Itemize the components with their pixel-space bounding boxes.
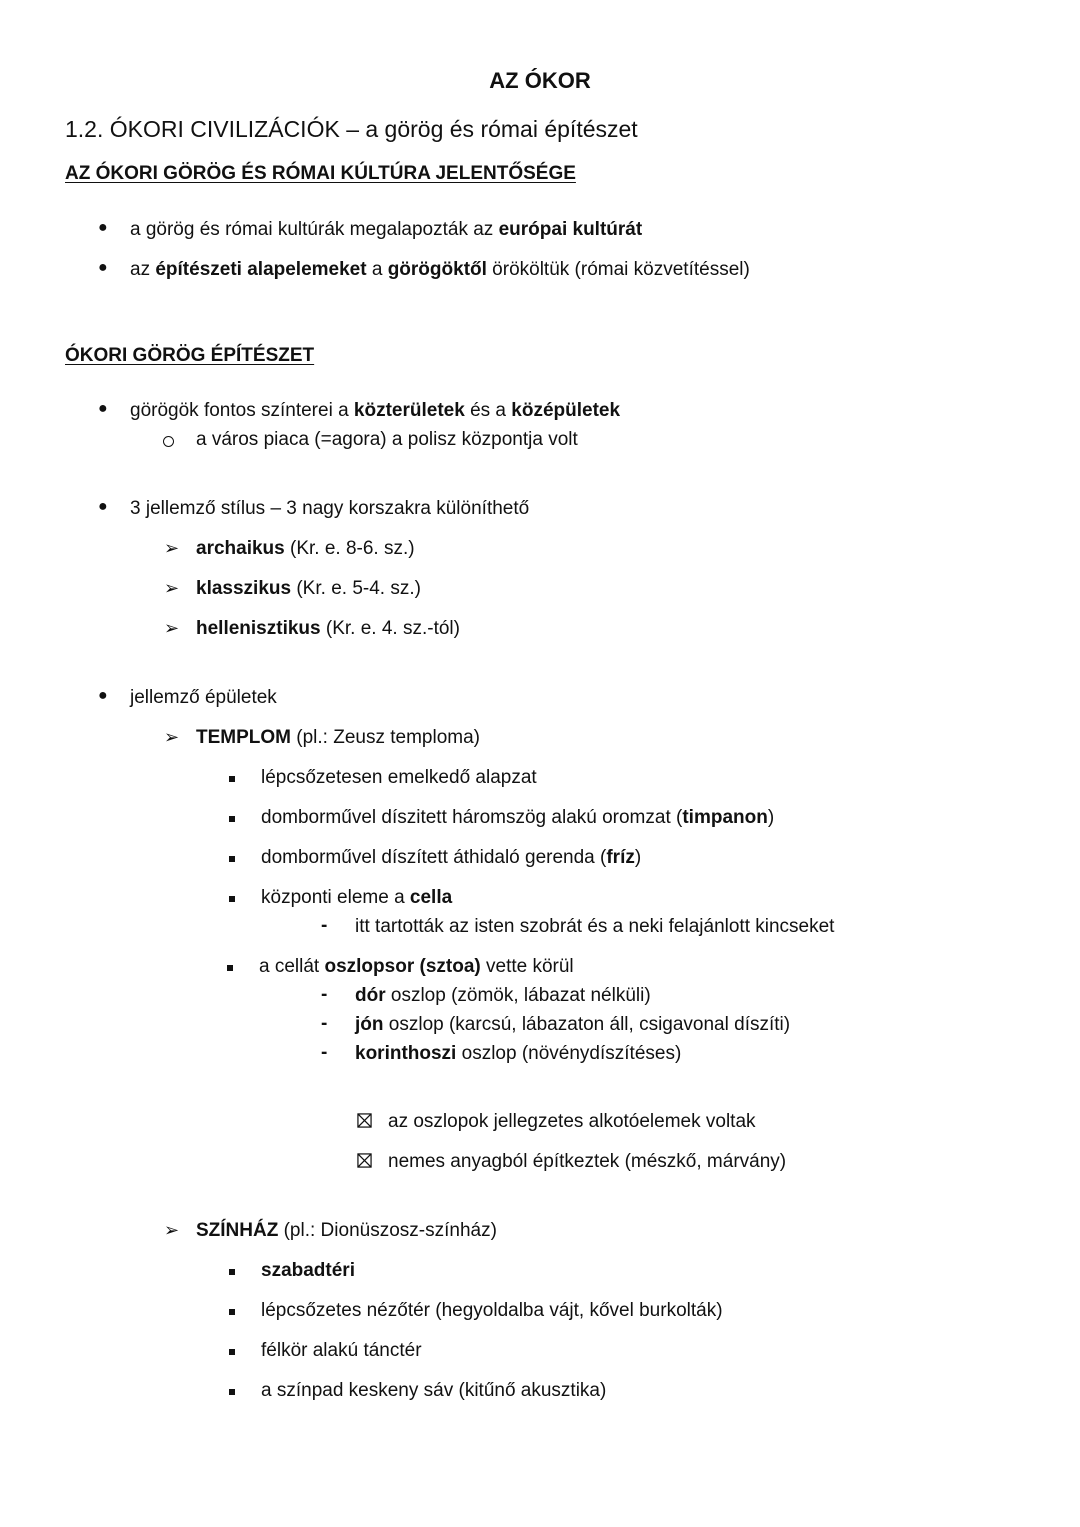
page-title: AZ ÓKOR <box>489 68 591 93</box>
list-item: a színpad keskeny sáv (kitűnő akusztika) <box>261 1380 607 1401</box>
bullet-dot-icon: ● <box>98 219 108 236</box>
list-item: jón oszlop (karcsú, lábazaton áll, csigavonal díszíti) <box>355 1014 791 1035</box>
bullet-arrow-icon: ➢ <box>164 578 180 598</box>
bullet-circle-icon <box>163 436 174 447</box>
bold-term: klasszikus <box>196 578 292 599</box>
bold-term: oszlopsor (sztoa) <box>324 956 481 977</box>
bullet-arrow-icon: ➢ <box>164 618 180 638</box>
list-item: lépcsőzetes nézőtér (hegyoldalba vájt, kővel burkolták) <box>261 1300 723 1321</box>
list-item: a város piaca (=agora) a polisz központja volt <box>196 429 578 450</box>
bullet-square-icon <box>229 1349 235 1355</box>
list-item: az építészeti alapelemeket a görögöktől örököltük (római közvetítéssel) <box>130 259 750 280</box>
bullet-arrow-icon: ➢ <box>164 538 180 558</box>
list-item: a görög és római kultúrák megalapozták az európai kultúrát <box>130 219 643 240</box>
list-item: itt tartották az isten szobrát és a neki felajánlott kincseket <box>355 916 835 937</box>
bold-term: jón <box>355 1014 384 1035</box>
bullet-square-icon <box>229 896 235 902</box>
list-item: archaikus (Kr. e. 8-6. sz.) <box>196 538 415 559</box>
bold-term: cella <box>409 887 453 908</box>
bullet-square-icon <box>229 856 235 862</box>
list-item: az oszlopok jellegzetes alkotóelemek voltak <box>388 1111 756 1132</box>
bold-term: szabadtéri <box>261 1260 355 1281</box>
bold-term: SZÍNHÁZ <box>196 1220 279 1241</box>
bullet-square-icon <box>229 776 235 782</box>
bullet-dash-icon: - <box>321 1042 328 1063</box>
bold-term: timpanon <box>682 807 768 828</box>
bold-term: korinthoszi <box>355 1043 457 1064</box>
bullet-dot-icon: ● <box>98 498 108 515</box>
bold-term: hellenisztikus <box>196 618 321 639</box>
bullet-dot-icon: ● <box>98 687 108 704</box>
list-item: nemes anyagból építkeztek (mészkő, márvány) <box>388 1151 787 1172</box>
section-heading-greek-architecture: ÓKORI GÖRÖG ÉPÍTÉSZET <box>65 345 315 366</box>
list-item: korinthoszi oszlop (növénydíszítéses) <box>355 1043 682 1064</box>
list-item <box>261 1259 355 1283</box>
bold-term: közterületek <box>353 400 465 421</box>
bullet-square-icon <box>229 816 235 822</box>
list-item: görögök fontos színterei a közterületek és a középületek <box>130 400 621 421</box>
list-item: SZÍNHÁZ (pl.: Dionüszosz-színház) <box>196 1220 497 1241</box>
section-heading-significance: AZ ÓKORI GÖRÖG ÉS RÓMAI KÚLTÚRA JELENTŐSÉGE <box>65 163 576 184</box>
bullet-dash-icon: - <box>321 915 328 936</box>
list-item: a cellát oszlopsor (sztoa) vette körül <box>259 956 574 977</box>
list-item: hellenisztikus (Kr. e. 4. sz.-tól) <box>196 618 460 639</box>
bold-term: építészeti alapelemeket <box>155 259 367 280</box>
bullet-dot-icon: ● <box>98 400 108 417</box>
bullet-dot-icon: ● <box>98 259 108 276</box>
bold-term: európai kultúrát <box>498 219 643 240</box>
list-item: domborművel díszített áthidaló gerenda (fríz) <box>261 847 642 868</box>
bullet-square-icon <box>227 965 233 971</box>
list-item: klasszikus (Kr. e. 5-4. sz.) <box>196 578 421 599</box>
list-item: jellemző épületek <box>130 687 277 708</box>
bullet-square-icon <box>229 1309 235 1315</box>
list-item: TEMPLOM (pl.: Zeusz temploma) <box>196 727 480 748</box>
checkbox-crossed-icon <box>357 1113 372 1128</box>
bullet-dash-icon: - <box>321 1013 328 1034</box>
list-item: lépcsőzetesen emelkedő alapzat <box>261 767 537 788</box>
bullet-arrow-icon: ➢ <box>164 727 180 747</box>
bullet-square-icon <box>229 1269 235 1275</box>
bold-term: TEMPLOM <box>196 727 291 748</box>
list-item: 3 jellemző stílus – 3 nagy korszakra különíthető <box>130 498 530 519</box>
bold-term: archaikus <box>196 538 285 559</box>
list-item: dór oszlop (zömök, lábazat nélküli) <box>355 985 651 1006</box>
bullet-arrow-icon: ➢ <box>164 1220 180 1240</box>
page-subtitle: 1.2. ÓKORI CIVILIZÁCIÓK – a görög és római építészet <box>65 116 638 142</box>
bullet-square-icon <box>229 1389 235 1395</box>
list-item: központi eleme a cella <box>261 887 453 908</box>
bold-term: görögöktől <box>387 259 487 280</box>
bold-term: fríz <box>606 847 635 868</box>
checkbox-crossed-icon <box>357 1153 372 1168</box>
list-item: félkör alakú tánctér <box>261 1340 422 1361</box>
bold-term: dór <box>355 985 386 1006</box>
list-item: domborművel díszitett háromszög alakú oromzat (timpanon) <box>261 807 775 828</box>
bold-term: középületek <box>511 400 621 421</box>
bullet-dash-icon: - <box>321 984 328 1005</box>
